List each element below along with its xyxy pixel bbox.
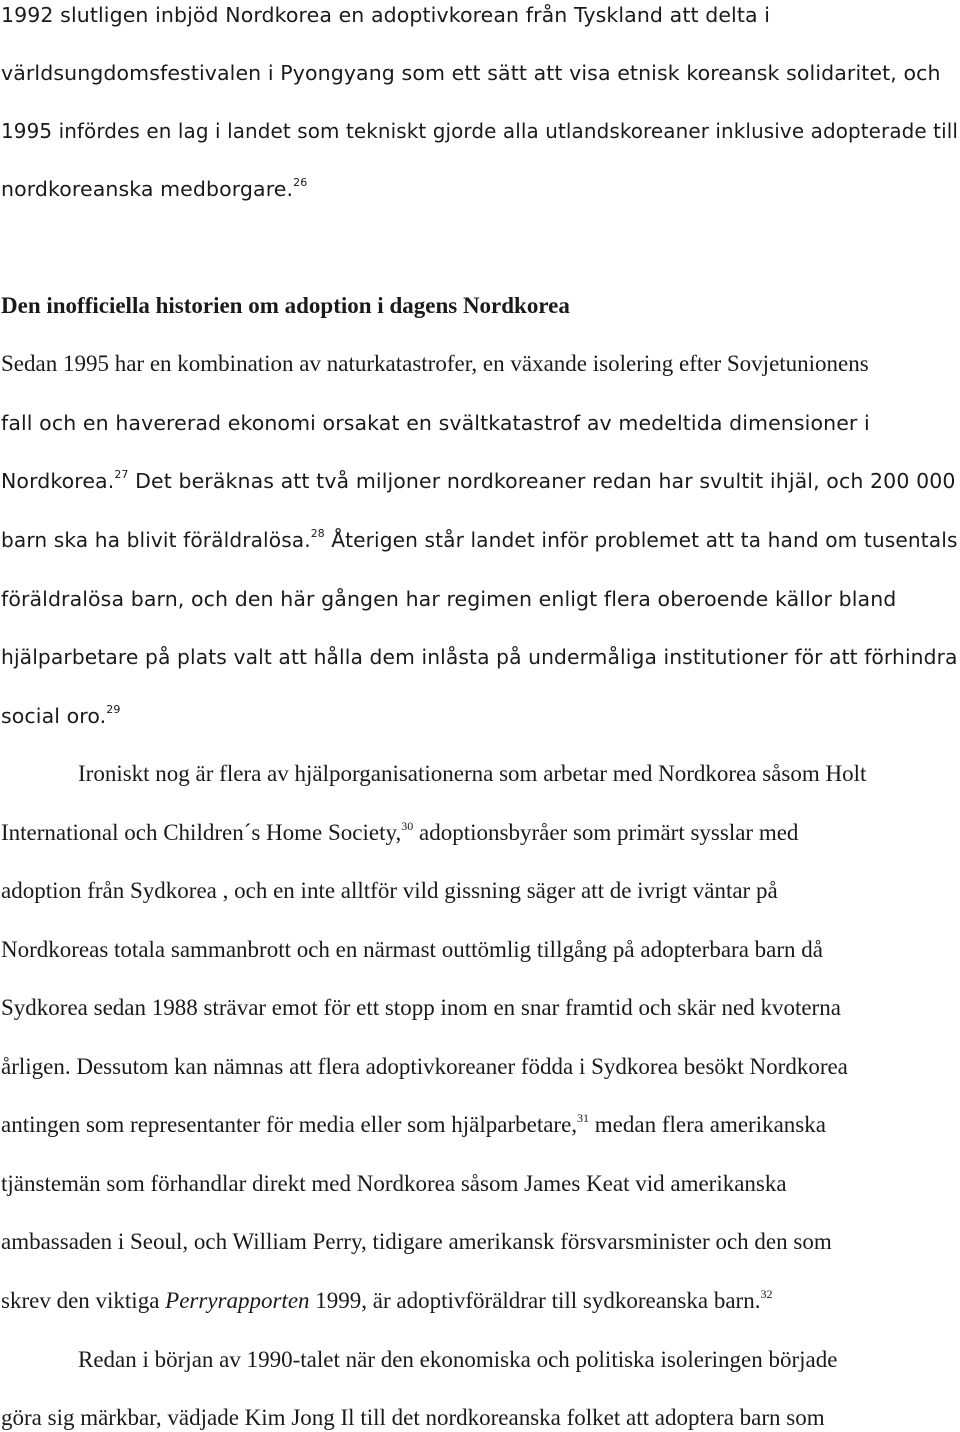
- footnote-ref-30: 30: [401, 819, 414, 833]
- text: adoption från Sydkorea , och en inte alltför vild gissning säger att de ivrigt väntar på: [1, 878, 778, 903]
- paragraph-2-line-1: [1, 350, 869, 378]
- text: International och Children´s Home Society,: [1, 820, 402, 845]
- text: Återigen står landet inför problemet att ta hand om tusentals: [324, 528, 958, 552]
- footnote-ref-26: 26: [293, 176, 308, 189]
- text: ambassaden i Seoul, och William Perry, tidigare amerikansk försvarsminister och den som: [1, 1229, 832, 1254]
- paragraph-2-line-4: [1, 526, 958, 554]
- text: Nordkorea.: [1, 469, 115, 493]
- text: 1999, är adoptivföräldrar till sydkoreanska barn.: [309, 1288, 761, 1313]
- paragraph-2-line-7: [1, 702, 121, 730]
- paragraph-1-line-4: [1, 175, 307, 203]
- text: 1995 infördes en lag i landet som tekniskt gjorde alla utlandskoreaner inklusive adopterade till: [1, 119, 959, 143]
- footnote-ref-32: 32: [760, 1287, 773, 1301]
- text: Sedan 1995 har en kombination av naturkatastrofer, en växande isolering efter Sovjetunionens: [1, 351, 869, 376]
- text: nordkoreanska medborgare.: [1, 177, 294, 201]
- text: barn ska ha blivit föräldralösa.: [1, 528, 311, 552]
- text: föräldralösa barn, och den här gången har regimen enligt flera oberoende källor bland: [1, 587, 897, 611]
- paragraph-1-line-2: [1, 59, 941, 87]
- footnote-ref-31: 31: [577, 1111, 590, 1125]
- footnote-ref-28: 28: [310, 527, 325, 540]
- paragraph-1-line-1: [1, 1, 770, 29]
- footnote-ref-27: 27: [114, 468, 129, 481]
- text: fall och en havererad ekonomi orsakat en svältkatastrof av medeltida dimensioner i: [1, 411, 870, 435]
- paragraph-3-line-8: [1, 1170, 787, 1198]
- footnote-ref-29: 29: [106, 703, 121, 716]
- text: Ironiskt nog är flera av hjälporganisationerna som arbetar med Nordkorea såsom Holt: [78, 761, 867, 786]
- text: adoptionsbyråer som primärt sysslar med: [413, 820, 799, 845]
- text: göra sig märkbar, vädjade Kim Jong Il till det nordkoreanska folket att adoptera barn som: [1, 1405, 825, 1430]
- paragraph-3-line-7: [1, 1111, 826, 1139]
- text: antingen som representanter för media eller som hjälparbetare,: [1, 1112, 578, 1137]
- paragraph-2-line-6: [1, 643, 958, 671]
- text: världsungdomsfestivalen i Pyongyang som ett sätt att visa etnisk koreansk solidaritet, och: [1, 61, 941, 85]
- text: skrev den viktiga: [1, 1288, 166, 1313]
- text: 1992 slutligen inbjöd Nordkorea en adoptivkorean från Tyskland att delta i: [1, 3, 771, 27]
- paragraph-4-line-2: [1, 1404, 825, 1432]
- text: Det beräknas att två miljoner nordkoreaner redan har svultit ihjäl, och 200 000: [128, 469, 956, 493]
- paragraph-2-line-3: [1, 467, 956, 495]
- text: Sydkorea sedan 1988 strävar emot för ett stopp inom en snar framtid och skär ned kvoterna: [1, 995, 841, 1020]
- paragraph-2-line-5: [1, 585, 896, 613]
- text: social oro.: [1, 704, 107, 728]
- paragraph-1-line-3: [1, 117, 958, 145]
- paragraph-3-line-1: [78, 760, 866, 788]
- text: hjälparbetare på plats valt att hålla dem inlåsta på undermåliga institutioner för att förhindra: [1, 645, 958, 669]
- paragraph-4-line-1: [78, 1346, 837, 1374]
- text: årligen. Dessutom kan nämnas att flera adoptivkoreaner födda i Sydkorea besökt Nordkorea: [1, 1054, 848, 1079]
- paragraph-3-line-4: [1, 936, 823, 964]
- italic-title: Perryrapporten: [165, 1288, 310, 1313]
- paragraph-2-line-2: [1, 409, 870, 437]
- text: medan flera amerikanska: [589, 1112, 826, 1137]
- paragraph-3-line-2: [1, 819, 798, 847]
- section-heading: Den inofficiella historien om adoption i dagens Nordkorea: [1, 293, 570, 318]
- paragraph-3-line-5: [1, 994, 841, 1022]
- paragraph-3-line-9: [1, 1228, 832, 1256]
- paragraph-3-line-10: [1, 1287, 772, 1315]
- text: Redan i början av 1990-talet när den ekonomiska och politiska isoleringen började: [78, 1347, 838, 1372]
- paragraph-3-line-6: [1, 1053, 848, 1081]
- text: tjänstemän som förhandlar direkt med Nordkorea såsom James Keat vid amerikanska: [1, 1171, 787, 1196]
- paragraph-3-line-3: [1, 877, 778, 905]
- text: Nordkoreas totala sammanbrott och en närmast outtömlig tillgång på adopterbara barn då: [1, 937, 823, 962]
